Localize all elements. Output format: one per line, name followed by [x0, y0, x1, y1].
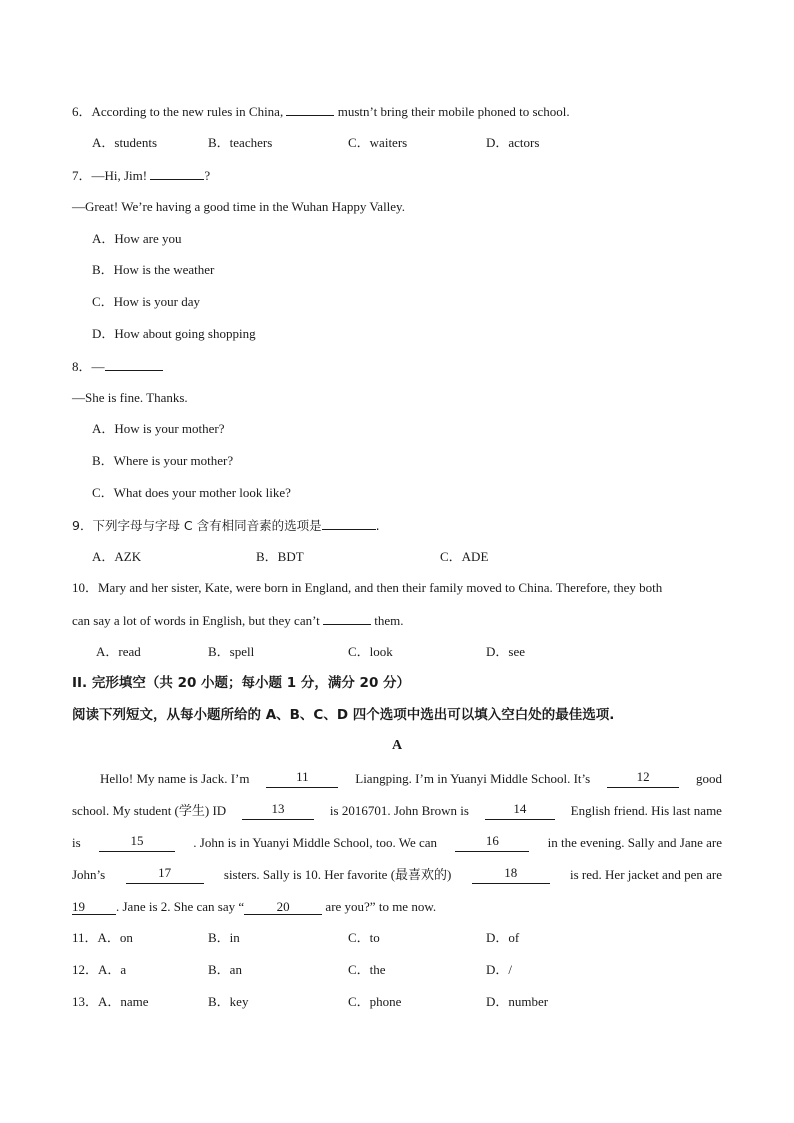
section-2-instruction: 阅读下列短文，从每小题所给的 A、B、C、D 四个选项中选出可以填入空白处的最佳选项. — [72, 707, 615, 723]
q7-blank — [150, 166, 204, 180]
q11-option-c[interactable]: C．to — [348, 930, 380, 945]
q9-stem-end: . — [375, 518, 380, 533]
blank-15[interactable]: 15 — [99, 834, 175, 852]
q9-stem-start: 9．下列字母与字母 C 含有相同音素的选项是 — [72, 518, 322, 533]
passage-line-5 — [72, 898, 436, 916]
passage-text: is 2016701. John Brown is — [329, 803, 469, 818]
q12-option-a[interactable]: 12．A．a — [72, 962, 127, 977]
q10-option-b[interactable]: B．spell — [208, 644, 255, 659]
q13-option-c[interactable]: C．phone — [348, 994, 402, 1009]
passage-text: good — [695, 771, 722, 786]
blank-17[interactable]: 17 — [126, 866, 204, 884]
q10-option-c[interactable]: C．look — [348, 644, 393, 659]
q7-option-c[interactable]: C．How is your day — [92, 294, 200, 309]
question-9-stem — [72, 516, 380, 535]
passage-text: is — [72, 835, 81, 850]
blank-11[interactable]: 11 — [266, 770, 338, 788]
q8-option-c[interactable]: C．What does your mother look like? — [92, 485, 291, 500]
q6-blank — [286, 102, 334, 116]
blank-13[interactable]: 13 — [242, 802, 314, 820]
passage-text: is red. Her jacket and pen are — [570, 867, 722, 882]
q8-option-b[interactable]: B．Where is your mother? — [92, 453, 234, 468]
q6-stem-end: mustn’t bring their mobile phoned to school. — [337, 104, 570, 119]
passage-text: . Jane is 2. She can say “ — [116, 899, 245, 914]
q13-option-d[interactable]: D．number — [486, 994, 549, 1009]
q7-stem-start: 7．—Hi, Jim! — [72, 168, 148, 183]
q8-option-a[interactable]: A．How is your mother? — [92, 421, 225, 436]
q6-option-d[interactable]: D．actors — [486, 135, 540, 150]
q7-option-d[interactable]: D．How about going shopping — [92, 326, 256, 341]
blank-14[interactable]: 14 — [485, 802, 555, 820]
q12-option-c[interactable]: C．the — [348, 962, 386, 977]
passage-text: school. My student (学生) ID — [72, 803, 227, 818]
passage-text: . John is in Yuanyi Middle School, too. We can — [193, 835, 438, 850]
q11-option-a[interactable]: 11．A．on — [72, 930, 133, 945]
q10-option-a[interactable]: A．read — [96, 644, 141, 659]
q9-option-c[interactable]: C．ADE — [440, 549, 489, 564]
q10-blank — [323, 611, 371, 625]
blank-12[interactable]: 12 — [607, 770, 679, 788]
passage-text: are you?” to me now. — [325, 899, 437, 914]
passage-text: John’s — [72, 867, 106, 882]
passage-line-4 — [72, 866, 722, 884]
blank-19[interactable]: 19 — [72, 900, 116, 915]
passage-text: Liangping. I’m in Yuanyi Middle School. It’s — [355, 771, 591, 786]
q11-option-b[interactable]: B．in — [208, 930, 240, 945]
q8-stem-start: 8．— — [72, 359, 105, 374]
q6-stem-start: 6．According to the new rules in China, — [72, 104, 284, 119]
blank-20[interactable]: 20 — [244, 900, 322, 915]
passage-text: sisters. Sally is 10. Her favorite (最喜欢的) — [223, 867, 452, 882]
passage-text: English friend. His last name — [570, 803, 722, 818]
q12-option-b[interactable]: B．an — [208, 962, 242, 977]
q10-stem-start: can say a lot of words in English, but they can’t — [72, 613, 320, 628]
q10-stem-end: them. — [374, 613, 404, 628]
passage-line-2 — [72, 802, 722, 820]
blank-18[interactable]: 18 — [472, 866, 550, 884]
passage-text: in the evening. Sally and Jane are — [547, 835, 722, 850]
q6-option-c[interactable]: C．waiters — [348, 135, 408, 150]
q9-option-a[interactable]: A．AZK — [92, 549, 142, 564]
section-2-title: II. 完形填空（共 20 小题；每小题 1 分，满分 20 分） — [72, 675, 411, 691]
question-8-stem — [72, 357, 163, 376]
q6-option-b[interactable]: B．teachers — [208, 135, 273, 150]
q13-option-a[interactable]: 13．A．name — [72, 994, 149, 1009]
blank-16[interactable]: 16 — [455, 834, 529, 852]
q7-stem-end: ? — [204, 168, 211, 183]
passage-text: Hello! My name is Jack. I’m — [100, 771, 250, 786]
q8-blank — [105, 357, 163, 371]
q10-option-d[interactable]: D．see — [486, 644, 525, 659]
question-10-line-2 — [72, 611, 404, 630]
question-7-stem — [72, 166, 210, 185]
q12-option-d[interactable]: D．/ — [486, 962, 513, 977]
q6-option-a[interactable]: A．students — [92, 135, 158, 150]
question-10-line-1: 10．Mary and her sister, Kate, were born in England, and then their family moved to China. Therefore, they both — [72, 580, 663, 595]
question-6-stem — [72, 102, 570, 121]
q7-option-a[interactable]: A．How are you — [92, 231, 182, 246]
q8-reply: —She is fine. Thanks. — [72, 390, 188, 405]
passage-label: A — [391, 738, 403, 753]
q13-option-b[interactable]: B．key — [208, 994, 249, 1009]
passage-line-1 — [100, 770, 722, 788]
q7-reply: —Great! We’re having a good time in the Wuhan Happy Valley. — [72, 199, 405, 214]
q7-option-b[interactable]: B．How is the weather — [92, 262, 215, 277]
q11-option-d[interactable]: D．of — [486, 930, 520, 945]
passage-line-3 — [72, 834, 722, 852]
q9-blank — [322, 516, 376, 530]
q9-option-b[interactable]: B．BDT — [256, 549, 304, 564]
